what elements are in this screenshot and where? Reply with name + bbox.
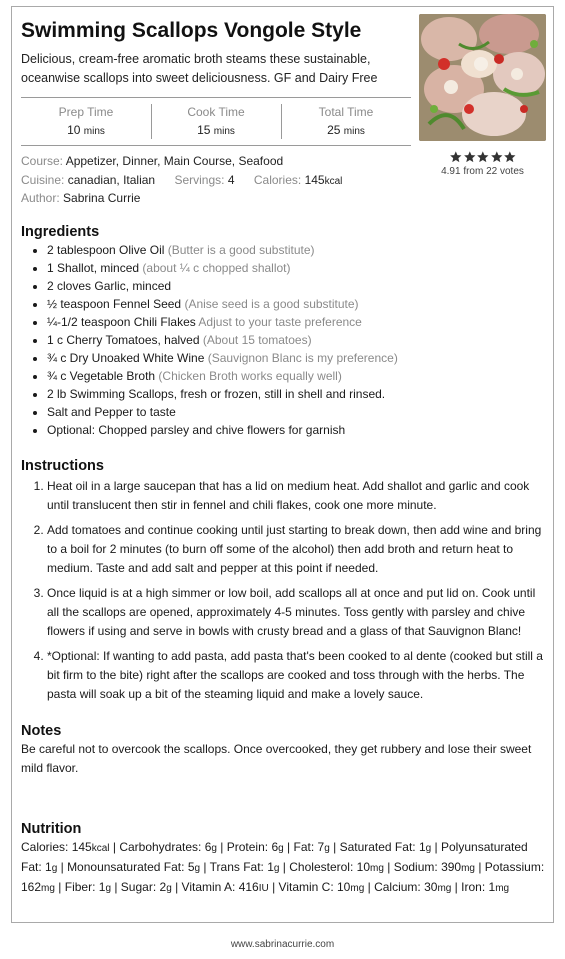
star-icon[interactable]: [490, 150, 504, 164]
nutrition-item: Calories: 145kcal: [21, 840, 110, 854]
nutrition-value: 1: [418, 840, 426, 854]
nutrition-value: 30: [424, 880, 438, 894]
recipe-summary: Delicious, cream-free aromatic broth steams these sustainable, oceanwise scallops into sweet deliciousness. GF and Dairy Free: [21, 52, 378, 85]
instructions-heading: Instructions: [21, 458, 104, 474]
meta-course: [21, 154, 283, 168]
nutrition-label: Monounsaturated Fat: [67, 860, 182, 874]
nutrition-facts: Calories: 145kcal | Carbohydrates: 6g | Protein: 6g | Fat: 7g | Saturated Fat: 1g | Polyunsaturated Fat: 1g | Monounsaturated Fat: 5g | Trans Fat: 1g | Cholesterol: 10mg | Sodium: 390mg | Potassium: 162mg | Fiber: 1g | Sugar: 2g | Vitamin A: 416IU | Vitamin C: 10mg | Calcium: 30mg | Iron: 1mg: [21, 840, 545, 894]
star-icon[interactable]: [449, 150, 463, 164]
recipe-times: [21, 97, 411, 146]
ingredient-text: Optional: Chopped parsley and chive flowers for garnish: [47, 423, 346, 437]
recipe-title: Swimming Scallops Vongole Style: [21, 19, 362, 42]
nutrition-value: 5: [187, 860, 195, 874]
nutrition-value: 162: [21, 880, 42, 894]
nutrition-item: Fat: 7g: [293, 840, 330, 854]
ingredient-text: 2 tablespoon Olive Oil: [47, 243, 165, 257]
ingredient-text: ¾ c Vegetable Broth: [47, 369, 156, 383]
nutrition-unit: mg: [370, 863, 384, 874]
nutrition-label: Trans Fat: [209, 860, 261, 874]
notes-heading: Notes: [21, 723, 62, 739]
nutrition-value: 416: [238, 880, 259, 894]
nutrition-value: 1: [267, 860, 274, 874]
list-item: [47, 349, 541, 367]
ingredient-text: ¼-1/2 teaspoon Chili Flakes: [47, 315, 196, 329]
nutrition-value: 10: [356, 860, 370, 874]
rating-votes: 4.91 from 22 votes: [441, 166, 524, 177]
nutrition-unit: g: [166, 883, 172, 894]
star-icon[interactable]: [503, 150, 517, 164]
servings-value[interactable]: 4: [227, 173, 235, 187]
time-unit: mins: [213, 126, 235, 137]
ingredient-note: (about ¼ c chopped shallot): [142, 261, 291, 275]
time-number: 25: [327, 123, 341, 137]
nutrition-item: Vitamin C: 10mg: [278, 880, 365, 894]
nutrition-unit: kcal: [91, 843, 110, 854]
meta-label: Course:: [21, 154, 64, 168]
nutrition-unit: g: [273, 863, 280, 874]
nutrition-item: Vitamin A: 416IU: [181, 880, 269, 894]
nutrition-label: Fiber: [64, 880, 93, 894]
nutrition-item: Calcium: 30mg: [374, 880, 452, 894]
nutrition-item: Monounsaturated Fat: 5g: [67, 860, 201, 874]
rating-stars[interactable]: [449, 150, 517, 164]
time-label: Total Time: [318, 105, 374, 119]
instruction-step: 3. Once liquid is at a high simmer or low boil, add scallops all at once and put lid on. Cook until all the scallops are opened, approximately 4-5 minutes. Toss gently with parsley and chive flowers if using and serve in bowls with crusty bread and a glass of that Sauvignon Blanc!: [47, 584, 549, 641]
nutrition-unit: mg: [350, 883, 365, 894]
nutrition-label: Saturated Fat: [339, 840, 413, 854]
nutrition-label: Sodium: [393, 860, 435, 874]
nutrition-item: Protein: 6g: [226, 840, 284, 854]
nutrition-label: Protein: [226, 840, 265, 854]
nutrition-unit: g: [324, 843, 330, 854]
nutrition-item: Iron: 1mg: [461, 880, 510, 894]
ingredient-text: 1 c Cherry Tomatoes, halved: [47, 333, 200, 347]
nutrition-label: Polyunsaturated Fat: [21, 840, 528, 874]
nutrition-label: Cholesterol: [289, 860, 350, 874]
meta-label: Calories:: [253, 173, 302, 187]
nutrition-label: Calcium: [374, 880, 418, 894]
meta-cuisine-row: [21, 173, 342, 187]
recipe-photo: [419, 14, 546, 141]
nutrition-value: 6: [271, 840, 279, 854]
total-time: [281, 98, 411, 145]
meta-value: 145: [304, 173, 325, 187]
star-icon[interactable]: [476, 150, 490, 164]
nutrition-value: 6: [204, 840, 212, 854]
recipe-card: [11, 6, 554, 923]
nutrition-value: 2: [159, 880, 167, 894]
nutrition-label: Potassium: [484, 860, 541, 874]
time-number: 15: [197, 123, 211, 137]
list-item: [47, 385, 541, 403]
ingredient-text: 2 lb Swimming Scallops, fresh or frozen, still in shell and rinsed.: [47, 387, 386, 401]
nutrition-item: Cholesterol: 10mg: [289, 860, 384, 874]
nutrition-value: 10: [337, 880, 351, 894]
nutrition-value: 1: [45, 860, 52, 874]
meta-value: Sabrina Currie: [63, 191, 141, 205]
meta-author: [21, 191, 140, 205]
nutrition-value: 7: [317, 840, 325, 854]
meta-value: canadian, Italian: [67, 173, 156, 187]
nutrition-item: Potassium: 162mg: [21, 860, 545, 894]
time-value: [281, 123, 411, 137]
list-item: [47, 313, 541, 331]
nutrition-unit: mg: [437, 883, 452, 894]
meta-unit: kcal: [324, 176, 343, 187]
time-label: Prep Time: [58, 105, 114, 119]
footer-url[interactable]: www.sabrinacurrie.com: [230, 939, 335, 950]
prep-time: [21, 98, 151, 145]
nutrition-item: Fiber: 1g: [64, 880, 111, 894]
nutrition-item: Polyunsaturated Fat: 1g: [21, 840, 528, 874]
nutrition-unit: g: [425, 843, 432, 854]
nutrition-item: Sugar: 2g: [120, 880, 172, 894]
star-icon[interactable]: [463, 150, 477, 164]
nutrition-unit: g: [211, 843, 217, 854]
nutrition-unit: g: [278, 843, 284, 854]
nutrition-value: 390: [441, 860, 462, 874]
nutrition-item: Saturated Fat: 1g: [339, 840, 432, 854]
ingredient-text: Salt and Pepper to taste: [47, 405, 176, 419]
meta-label: Servings:: [174, 173, 225, 187]
nutrition-unit: mg: [461, 863, 475, 874]
list-item: [47, 367, 541, 385]
cook-time: [151, 98, 281, 145]
nutrition-label: Iron: [461, 880, 482, 894]
list-item: [47, 421, 541, 439]
ingredient-text: 1 Shallot, minced: [47, 261, 140, 275]
ingredients-heading: Ingredients: [21, 224, 100, 240]
time-unit: mins: [343, 126, 365, 137]
list-item: [47, 241, 541, 259]
nutrition-value: 1: [488, 880, 496, 894]
instruction-step: 1. Heat oil in a large saucepan that has a lid on medium heat. Add shallot and garlic and cook until translucent then stir in fennel and chili flakes, cook one more minute.: [47, 477, 549, 515]
ingredients-list: [21, 241, 541, 439]
instruction-step: 2. Add tomatoes and continue cooking until just starting to break down, then add wine and bring to a boil for 2 minutes (to burn off some of the alcohol) then add broth and return heat to medium. Taste and add salt and pepper at this point if needed.: [47, 521, 549, 578]
nutrition-label: Carbohydrates: [119, 840, 199, 854]
nutrition-label: Vitamin C: [278, 880, 331, 894]
nutrition-value: 1: [98, 880, 106, 894]
meta-label: Author:: [21, 191, 60, 205]
notes-text: Be careful not to overcook the scallops. Once overcooked, they get rubbery and lose their sweet mild flavor.: [21, 742, 532, 775]
ingredient-text: ¾ c Dry Unoaked White Wine: [47, 351, 205, 365]
ingredient-note: (Anise seed is a good substitute): [184, 297, 359, 311]
nutrition-label: Fat: [293, 840, 311, 854]
list-item: [47, 331, 541, 349]
list-item: [47, 259, 541, 277]
meta-value: Appetizer, Dinner, Main Course, Seafood: [65, 154, 284, 168]
ingredient-text: 2 cloves Garlic, minced: [47, 279, 172, 293]
nutrition-item: Trans Fat: 1g: [209, 860, 280, 874]
nutrition-value: 145: [71, 840, 92, 854]
nutrition-unit: mg: [495, 883, 510, 894]
nutrition-unit: mg: [41, 883, 55, 894]
nutrition-label: Sugar: [120, 880, 153, 894]
nutrition-unit: g: [105, 883, 111, 894]
ingredient-note: Adjust to your taste preference: [198, 315, 362, 329]
instructions-list: [21, 477, 549, 710]
nutrition-item: Carbohydrates: 6g: [119, 840, 217, 854]
nutrition-item: Sodium: 390mg: [393, 860, 475, 874]
list-item: [47, 277, 541, 295]
meta-label: Cuisine:: [21, 173, 65, 187]
ingredient-note: (Butter is a good substitute): [167, 243, 315, 257]
list-item: [47, 295, 541, 313]
ingredient-note: (About 15 tomatoes): [202, 333, 312, 347]
time-label: Cook Time: [187, 105, 245, 119]
nutrition-label: Calories: [21, 840, 66, 854]
ingredient-note: (Chicken Broth works equally well): [158, 369, 342, 383]
nutrition-label: Vitamin A: [181, 880, 233, 894]
time-value: [21, 123, 151, 137]
nutrition-unit: g: [194, 863, 201, 874]
nutrition-heading: Nutrition: [21, 821, 82, 837]
time-unit: mins: [83, 126, 105, 137]
time-number: 10: [67, 123, 81, 137]
instruction-step: 4. *Optional: If wanting to add pasta, add pasta that's been cooked to al dente (cooked but still a bit firm to the bite) right after the scallops are cooked and toss through with the herbs. The pasta will soak up a bit of the steaming liquid and make a lovely sauce.: [47, 647, 549, 704]
nutrition-unit: IU: [258, 883, 269, 894]
ingredient-text: ½ teaspoon Fennel Seed: [47, 297, 182, 311]
list-item: [47, 403, 541, 421]
ingredient-note: (Sauvignon Blanc is my preference): [207, 351, 398, 365]
nutrition-unit: g: [51, 863, 58, 874]
time-value: [151, 123, 281, 137]
